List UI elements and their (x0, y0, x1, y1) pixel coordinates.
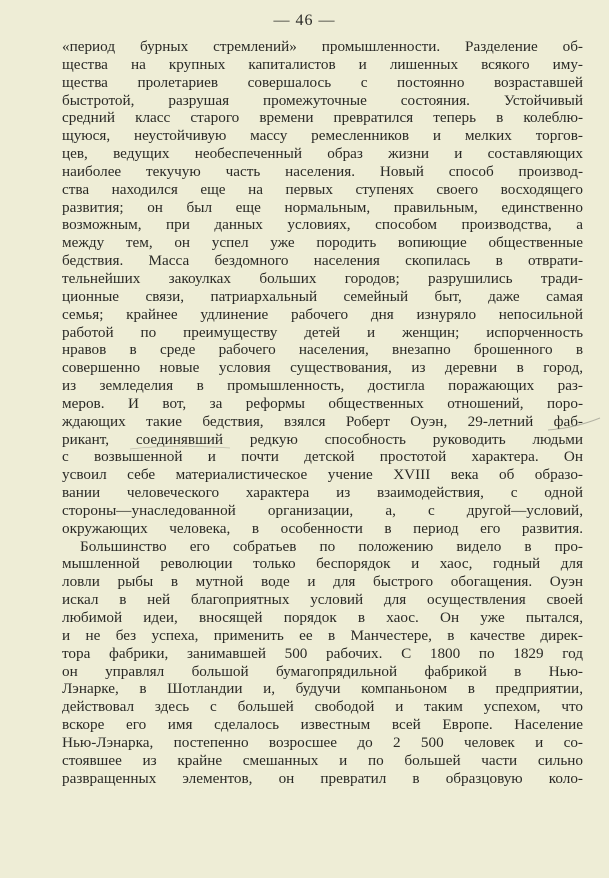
text-line: работой по преимуществу детей и женщин; испорченность (62, 323, 583, 341)
text-line: искал в ней благоприятных условий для осуществления своей (62, 591, 583, 609)
text-line: окружающих человека, в особенности в период его развития. (62, 519, 583, 537)
text-line: тора фабрики, занимавшей 500 рабочих. С 1800 по 1829 год (62, 644, 583, 662)
text-line: совершенно новые условия существования, из деревни в город, (62, 359, 583, 377)
text-line: развития; он был еще нормальным, правильным, единственно (62, 198, 583, 216)
text-line: наиболее текучую часть населения. Новый способ производ- (62, 162, 583, 180)
text-line: вскоре его имя сделалось известным всей Европе. Население (62, 716, 583, 734)
text-line: ционные связи, патриархальный семейный быт, даже самая (62, 287, 583, 305)
text-line: «период бурных стремлений» промышленности. Разделение об- (62, 38, 583, 55)
page-number: — 46 — (273, 12, 336, 29)
text-line: тельнейших закоулках больших городов; разрушились тради- (62, 269, 583, 287)
text-line: с возвышенной и почти детской простотой характера. Он (62, 448, 583, 466)
text-line: из земледелия в промышленность, достигла поражающих раз- (62, 377, 583, 395)
text-line: действовал здесь с большей свободой и таким успехом, что (62, 698, 583, 716)
text-line: рикант, соединявший редкую способность руководить людьми (62, 430, 583, 448)
text-line: и не без успеха, применить ее в Манчестере, в качестве дирек- (62, 626, 583, 644)
text-line: нравов в среде рабочего населения, внезапно брошенного в (62, 341, 583, 359)
text-line: щества на крупных капиталистов и лишенных всякого иму- (62, 55, 583, 73)
text-line: Большинство его собратьев по положению видело в про- (80, 537, 583, 555)
text-line: вании человеческого характера из взаимодействия, с одной (62, 484, 583, 502)
text-line: возможным, при данных условиях, способом производства, а (62, 216, 583, 234)
text-line: ловли рыбы в мутной воде и для быстрого обогащения. Оуэн (62, 573, 583, 591)
text-line: стоявшее из крайне смешанных и по большей части сильно (62, 751, 583, 769)
text-line: между тем, он успел уже породить вопиющие общественные (62, 234, 583, 252)
text-line: развращенных элементов, он превратил в образцовую коло- (62, 769, 583, 787)
text-line: мышленной революции только беспорядок и хаос, годный для (62, 555, 583, 573)
margin-pencil-mark (548, 418, 600, 430)
underline-pencil-mark (130, 446, 230, 449)
text-line: он управлял большой бумагопрядильной фабрикой в Нью- (62, 662, 583, 680)
text-line: средний класс старого времени превратился теперь в колеблю- (62, 109, 583, 127)
text-line: щуюся, неустойчивую массу ремесленников и мелких торгов- (62, 127, 583, 145)
text-line: бедствия. Масса бездомного населения скопилась в отврати- (62, 252, 583, 270)
text-line: быстротой, разрушая промежуточные состояния. Устойчивый (62, 91, 583, 109)
text-line: семья; крайнее удлинение рабочего дня изнуряло непосильной (62, 305, 583, 323)
text-line: стороны—унаследованной организации, а, с другой—условий, (62, 501, 583, 519)
text-line: усвоил себе материалистическое учение XVIII века об образо- (62, 466, 583, 484)
text-line: щества пролетариев совершалось с постоянно возраставшей (62, 73, 583, 91)
text-line: цев, ведущих необеспеченный образ жизни и составляющих (62, 145, 583, 163)
text-line: меров. И вот, за реформы общественных отношений, поро- (62, 394, 583, 412)
text-line: Лэнарке, в Шотландии и, будучи компаньоном в предприятии, (62, 680, 583, 698)
text-line: ждающих такие бедствия, взялся Роберт Оуэн, 29-летний фаб- (62, 412, 583, 430)
text-line: Нью-Лэнарка, постепенно возросшее до 2 500 человек и со- (62, 733, 583, 751)
text-line: ства находился еще на первых ступенях своего восходящего (62, 180, 583, 198)
text-line: любимой идеи, вносящей порядок в хаос. Он уже пытался, (62, 609, 583, 626)
